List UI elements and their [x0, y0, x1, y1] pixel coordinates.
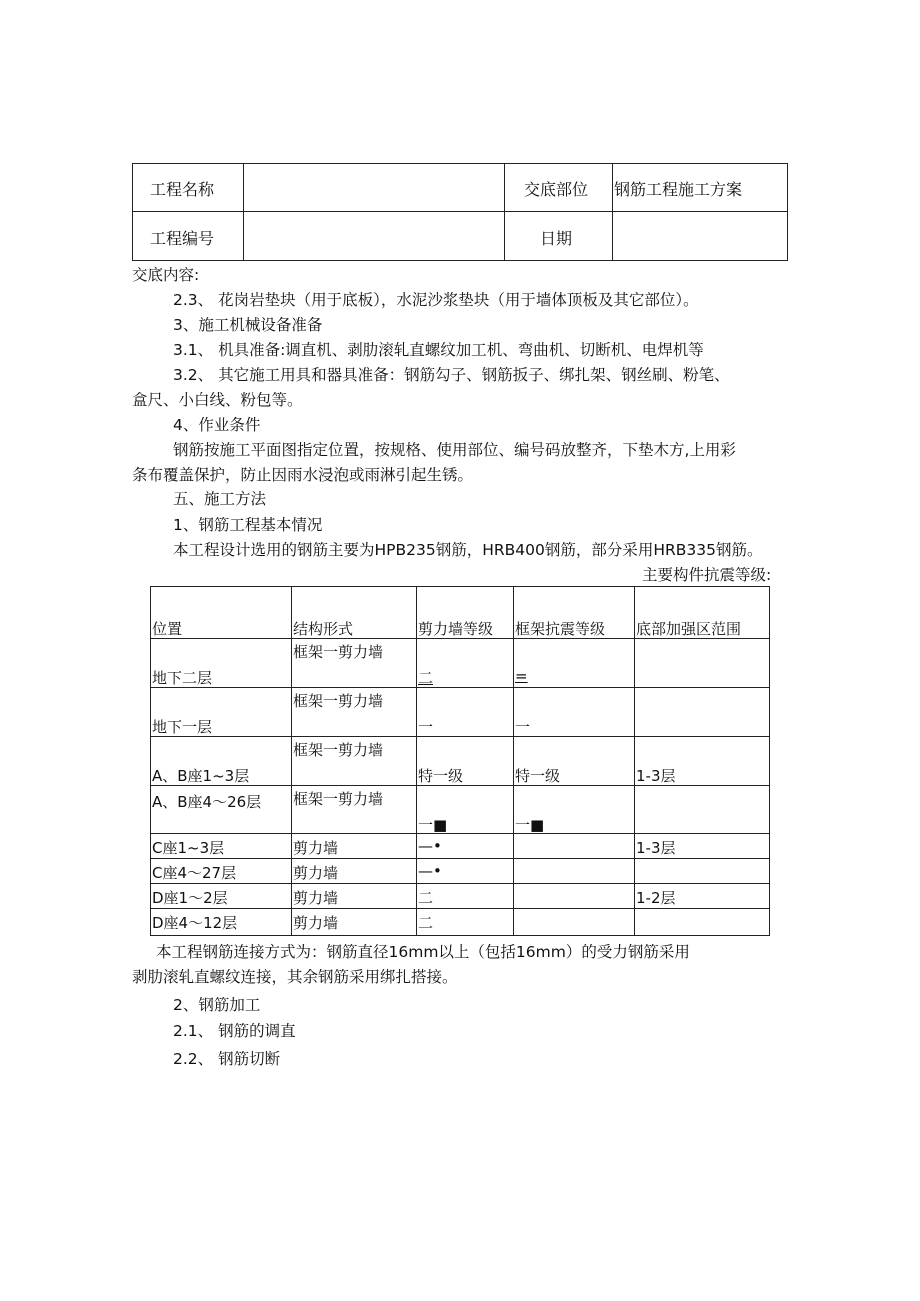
- table-cell: 特一级: [418, 767, 464, 785]
- table-cell: 一: [515, 718, 531, 736]
- header-table: [132, 163, 788, 261]
- content-label: 交底内容:: [132, 266, 200, 284]
- table-cell: 一■: [515, 816, 545, 834]
- header-cell: 结构形式: [293, 620, 354, 638]
- table-caption: 主要构件抗震等级:: [642, 566, 772, 584]
- table-cell: A、B座1~3层: [152, 767, 250, 785]
- header-cell: 框架抗震等级: [515, 620, 606, 638]
- table-cell: 1-2层: [636, 889, 676, 907]
- table-cell: 框架一剪力墙: [293, 790, 384, 808]
- table-cell: 框架一剪力墙: [293, 643, 384, 661]
- table-cell: —•: [418, 862, 442, 880]
- table-cell: A、B座4～26层: [152, 793, 262, 811]
- handover-part-value: 钢筋工程施工方案: [614, 180, 743, 199]
- project-no-label: 工程编号: [150, 229, 215, 248]
- header-cell: 剪力墙等级: [418, 620, 494, 638]
- table-cell: 一■: [418, 816, 448, 834]
- table-cell: 地下二层: [152, 669, 213, 687]
- paragraph: 钢筋按施工平面图指定位置，按规格、使用部位、编号码放整齐，下垫木方,上用彩: [173, 441, 736, 459]
- section-heading: 3、施工机械设备准备: [173, 316, 323, 334]
- table-cell: D座4～12层: [152, 914, 238, 932]
- table-cell: 二: [418, 669, 434, 687]
- section-heading: 五、施工方法: [173, 490, 267, 508]
- section-heading: 2.1、 钢筋的调直: [173, 1022, 296, 1040]
- section-heading: 2、钢筋加工: [173, 996, 261, 1014]
- header-cell: 位置: [152, 620, 183, 638]
- table-cell: =: [515, 667, 528, 685]
- table-cell: 二: [418, 914, 434, 932]
- paragraph: 本工程钢筋连接方式为：钢筋直径16mm以上（包括16mm）的受力钢筋采用: [156, 943, 690, 961]
- table-cell: 剪力墙: [293, 864, 339, 882]
- table-cell: 1-3层: [636, 767, 676, 785]
- table-cell: 一: [418, 718, 434, 736]
- paragraph: 2.3、 花岗岩垫块（用于底板），水泥沙浆垫块（用于墙体顶板及其它部位）。: [173, 291, 699, 309]
- paragraph: 剥肋滚轧直螺纹连接，其余钢筋采用绑扎搭接。: [132, 968, 458, 986]
- project-name-label: 工程名称: [150, 180, 215, 199]
- handover-part-label: 交底部位: [524, 180, 589, 199]
- table-cell: C座1~3层: [152, 839, 225, 857]
- paragraph: 3.1、 机具准备:调直机、剥肋滚轧直螺纹加工机、弯曲机、切断机、电焊机等: [173, 341, 704, 359]
- table-cell: 框架一剪力墙: [293, 692, 384, 710]
- section-heading: 1、钢筋工程基本情况: [173, 516, 323, 534]
- table-cell: 特一级: [515, 767, 561, 785]
- table-cell: 剪力墙: [293, 914, 339, 932]
- section-heading: 4、作业条件: [173, 416, 261, 434]
- table-cell: —•: [418, 837, 442, 855]
- header-cell: 底部加强区范围: [636, 620, 742, 638]
- paragraph: 本工程设计选用的钢筋主要为HPB235钢筋，HRB400钢筋，部分采用HRB335钢筋。: [173, 541, 763, 559]
- table-cell: 二: [418, 889, 434, 907]
- table-cell: 地下一层: [152, 718, 213, 736]
- table-cell: C座4～27层: [152, 864, 237, 882]
- paragraph: 3.2、 其它施工用具和器具准备：钢筋勾子、钢筋扳子、绑扎架、钢丝刷、粉笔、: [173, 366, 730, 384]
- paragraph: 盒尺、小白线、粉包等。: [132, 391, 303, 409]
- date-label: 日期: [540, 229, 573, 248]
- seismic-grade-table: [150, 586, 770, 936]
- paragraph: 条布覆盖保护，防止因雨水浸泡或雨淋引起生锈。: [132, 466, 474, 484]
- table-cell: 剪力墙: [293, 889, 339, 907]
- table-cell: 1-3层: [636, 839, 676, 857]
- section-heading: 2.2、 钢筋切断: [173, 1050, 281, 1068]
- table-cell: D座1～2层: [152, 889, 228, 907]
- table-cell: 剪力墙: [293, 839, 339, 857]
- table-cell: 框架一剪力墙: [293, 741, 384, 759]
